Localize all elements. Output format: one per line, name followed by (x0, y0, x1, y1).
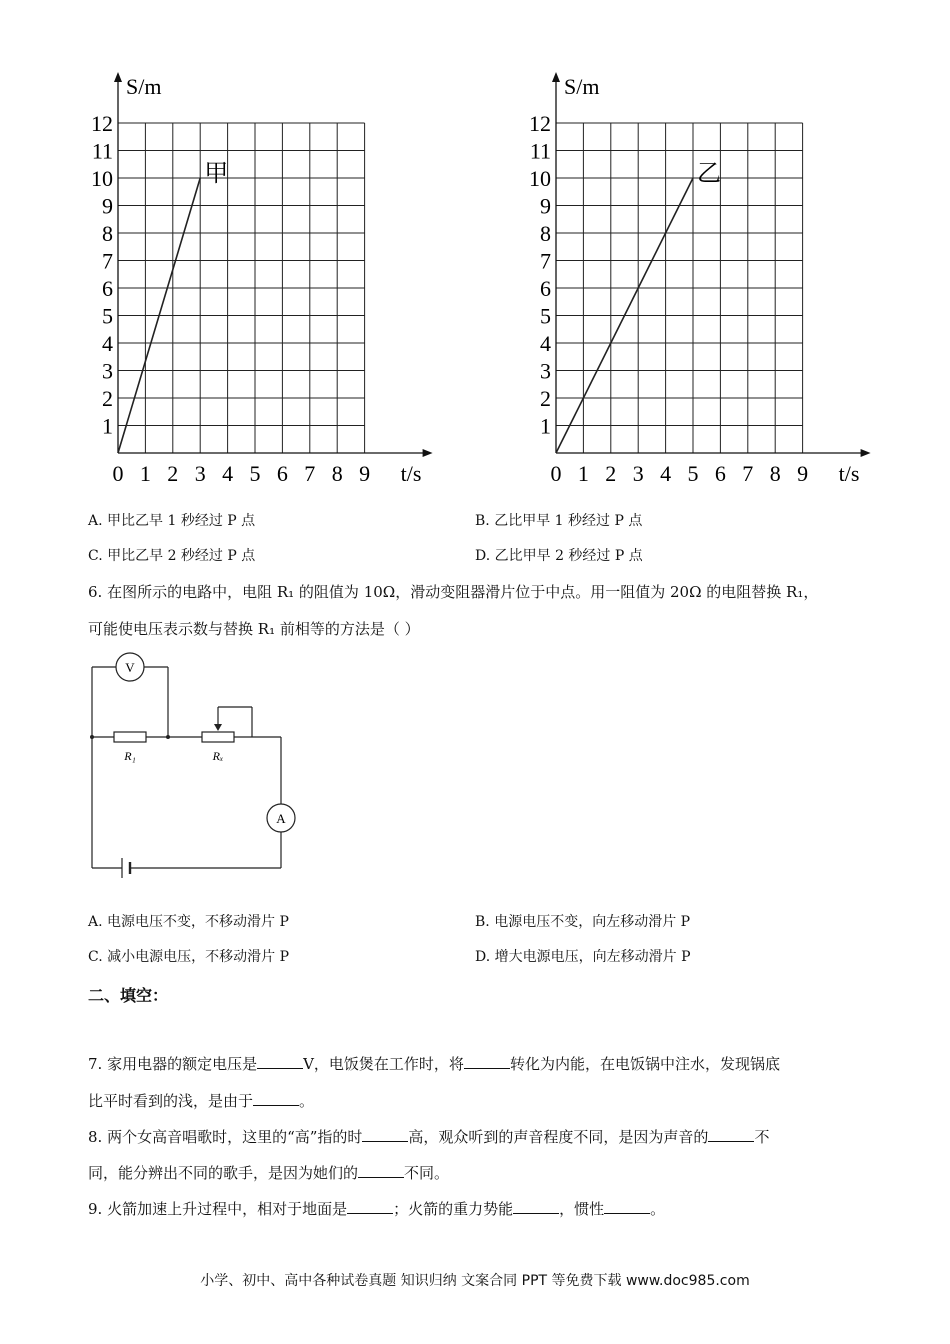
y-tick-label: 4 (540, 331, 551, 356)
y-tick-label: 3 (102, 358, 113, 384)
y-tick-label: 6 (102, 276, 113, 301)
x-tick-label: 6 (276, 461, 288, 486)
q6-option-c: C. 减小电源电压，不移动滑片 P (88, 949, 289, 965)
q6-option-b: B. 电源电压不变，向左移动滑片 P (475, 914, 691, 930)
y-tick-label: 11 (529, 138, 551, 164)
section-title: 二、填空： (88, 986, 169, 1005)
y-tick-label: 12 (91, 111, 113, 136)
answer-blank[interactable] (362, 1128, 408, 1142)
answer-blank[interactable] (708, 1128, 754, 1142)
x-tick-label: 0 (112, 461, 124, 486)
y-tick-label: 8 (102, 221, 113, 246)
rx-label: Rₓ (212, 749, 224, 763)
rheostat-rx (202, 732, 234, 742)
answer-blank[interactable] (257, 1055, 303, 1069)
y-tick-label: 4 (102, 331, 113, 356)
x-tick-label: 7 (742, 461, 754, 486)
y-tick-label: 2 (540, 386, 551, 411)
y-axis-label: S/m (126, 74, 162, 99)
resistor-r1 (114, 732, 146, 742)
q7-line2: 比平时看到的浅，是由于 。 (88, 1092, 315, 1110)
x-tick-label: 1 (577, 461, 589, 486)
x-axis-arrow-icon (423, 449, 433, 457)
chart-yi (475, 0, 950, 500)
y-tick-label: 9 (102, 193, 113, 219)
x-tick-label: 1 (139, 461, 151, 486)
q9-line: 9. 火箭加速上升过程中，相对于地面是 ；火箭的重力势能 ，惯性 。 (88, 1200, 666, 1218)
y-tick-label: 1 (102, 413, 113, 439)
q5-option-c: C. 甲比乙早 2 秒经过 P 点 (88, 548, 256, 564)
answer-blank[interactable] (604, 1200, 650, 1214)
x-axis-arrow-icon (861, 449, 871, 457)
q5-option-d: D. 乙比甲早 2 秒经过 P 点 (475, 548, 643, 564)
x-tick-label: 8 (769, 461, 781, 486)
y-axis-label: S/m (564, 74, 600, 99)
q8-line1: 8. 两个女高音唱歌时，这里的“高”指的时 高，观众听到的声音程度不同，是因为声音的 不 (88, 1128, 770, 1146)
voltmeter-label: V (125, 660, 135, 675)
circuit-diagram (80, 650, 310, 885)
q8-line2: 同，能分辨出不同的歌手，是因为她们的 不同。 (88, 1164, 450, 1182)
y-tick-label: 10 (91, 166, 113, 191)
r1-label: R₁ (124, 749, 136, 763)
answer-blank[interactable] (464, 1055, 510, 1069)
chart-jia (0, 0, 475, 500)
y-axis-arrow-icon (114, 72, 122, 82)
y-tick-label: 2 (102, 386, 113, 411)
answer-blank[interactable] (347, 1200, 393, 1214)
x-tick-label: 7 (304, 461, 316, 486)
ammeter-label: A (276, 811, 286, 826)
answer-blank[interactable] (513, 1200, 559, 1214)
x-tick-label: 4 (660, 461, 672, 486)
y-tick-label: 10 (529, 166, 551, 191)
x-tick-label: 9 (359, 461, 371, 486)
y-tick-label: 11 (91, 138, 113, 164)
x-tick-label: 2 (167, 461, 179, 486)
y-tick-label: 8 (540, 221, 551, 246)
y-tick-label: 5 (102, 303, 113, 329)
q5-option-b: B. 乙比甲早 1 秒经过 P 点 (475, 513, 643, 529)
x-tick-label: 2 (605, 461, 617, 486)
y-tick-label: 12 (529, 111, 551, 136)
q5-option-a: A. 甲比乙早 1 秒经过 P 点 (88, 513, 256, 529)
x-axis-label: t/s (400, 461, 422, 486)
y-tick-label: 1 (540, 413, 551, 439)
y-tick-label: 7 (540, 248, 551, 274)
y-axis-arrow-icon (552, 72, 560, 82)
answer-blank[interactable] (253, 1092, 299, 1106)
x-tick-label: 9 (797, 461, 809, 486)
slider-arrow-icon (214, 724, 222, 731)
q6-stem-line2: 可能使电压表示数与替换 R₁ 前相等的方法是（ ） (88, 620, 420, 638)
y-tick-label: 3 (540, 358, 551, 384)
y-tick-label: 5 (540, 303, 551, 329)
x-tick-label: 5 (687, 461, 699, 486)
x-axis-label: t/s (838, 461, 860, 486)
answer-blank[interactable] (358, 1164, 404, 1178)
y-tick-label: 9 (540, 193, 551, 219)
y-tick-label: 7 (102, 248, 113, 274)
q6-option-a: A. 电源电压不变，不移动滑片 P (88, 914, 289, 930)
series-label: 乙 (697, 161, 721, 187)
x-tick-label: 6 (714, 461, 726, 486)
x-tick-label: 4 (222, 461, 234, 486)
y-tick-label: 6 (540, 276, 551, 301)
series-label: 甲 (204, 161, 229, 187)
x-tick-label: 0 (550, 461, 562, 486)
x-tick-label: 3 (632, 461, 644, 486)
page-footer: 小学、初中、高中各种试卷真题 知识归纳 文案合同 PPT 等免费下载 www.doc985.com (200, 1273, 750, 1289)
x-tick-label: 8 (331, 461, 343, 486)
x-tick-label: 5 (249, 461, 261, 486)
q7-line1: 7. 家用电器的额定电压是 V，电饭煲在工作时，将 转化为内能，在电饭锅中注水，发现锅底 (88, 1055, 780, 1073)
q6-option-d: D. 增大电源电压，向左移动滑片 P (475, 949, 691, 965)
x-tick-label: 3 (194, 461, 206, 486)
q6-stem-line1: 6. 在图所示的电路中，电阻 R₁ 的阻值为 10Ω，滑动变阻器滑片位于中点。用一阻值为 20Ω 的电阻替换 R₁， (88, 583, 819, 601)
